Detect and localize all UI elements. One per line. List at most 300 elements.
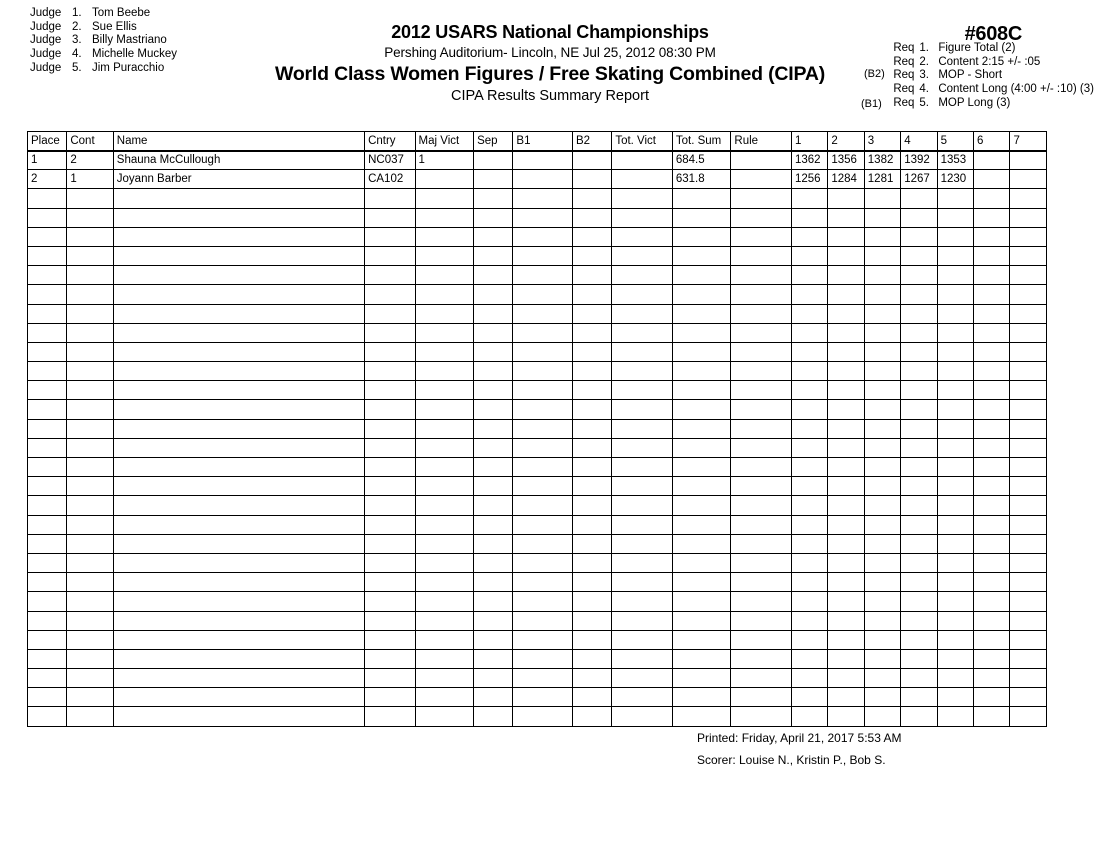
cell-empty <box>791 669 827 688</box>
cell-empty <box>474 707 513 726</box>
cell-judge-score: 1230 <box>937 170 973 189</box>
table-row[interactable] <box>28 649 1047 668</box>
cell-empty <box>937 246 973 265</box>
column-header-sep: Sep <box>474 132 513 151</box>
cell-empty <box>672 400 731 419</box>
cell-empty <box>513 285 573 304</box>
cell-empty <box>415 323 474 342</box>
cell-empty <box>828 553 864 572</box>
cell-empty <box>415 496 474 515</box>
table-row[interactable] <box>28 304 1047 323</box>
table-row[interactable] <box>28 342 1047 361</box>
column-header-1: 1 <box>791 132 827 151</box>
cell-empty <box>937 362 973 381</box>
cell-empty <box>28 304 67 323</box>
cell-empty <box>864 438 900 457</box>
cell-empty <box>513 630 573 649</box>
requirement-text: MOP Long (3) <box>938 96 1011 109</box>
judge-number: 5. <box>72 61 82 74</box>
cell-empty <box>612 189 673 208</box>
cell-empty <box>474 611 513 630</box>
table-row[interactable] <box>28 669 1047 688</box>
cell-empty <box>113 477 364 496</box>
judge-label: Judge <box>30 20 62 33</box>
cell-empty <box>474 438 513 457</box>
cell-empty <box>513 438 573 457</box>
cell-empty <box>828 208 864 227</box>
cell-empty <box>731 515 792 534</box>
judge-name: Michelle Muckey <box>92 48 177 61</box>
cell-empty <box>113 419 364 438</box>
cell-empty <box>901 381 937 400</box>
cell-empty <box>901 688 937 707</box>
cell-empty <box>864 669 900 688</box>
table-row[interactable] <box>28 419 1047 438</box>
cell-tot-vict <box>612 151 673 170</box>
cell-tot-sum: 631.8 <box>672 170 731 189</box>
cell-empty <box>791 246 827 265</box>
table-row[interactable] <box>28 458 1047 477</box>
cell-b2 <box>572 170 611 189</box>
results-table <box>27 131 1047 727</box>
cell-empty <box>974 458 1010 477</box>
judge-entry <box>30 7 177 21</box>
column-header-cont: Cont <box>67 132 113 151</box>
cell-empty <box>1010 458 1047 477</box>
report-header <box>180 22 920 107</box>
cell-empty <box>974 381 1010 400</box>
cell-empty <box>672 553 731 572</box>
cell-empty <box>572 208 611 227</box>
cell-empty <box>572 707 611 726</box>
judge-label: Judge <box>30 48 62 61</box>
cell-empty <box>1010 553 1047 572</box>
table-row[interactable] <box>28 151 1047 170</box>
cell-empty <box>113 227 364 246</box>
cell-empty <box>672 611 731 630</box>
cell-empty <box>365 438 415 457</box>
cell-empty <box>67 246 113 265</box>
cell-empty <box>474 208 513 227</box>
cell-empty <box>67 534 113 553</box>
cell-empty <box>901 573 937 592</box>
cell-empty <box>474 496 513 515</box>
cell-empty <box>731 208 792 227</box>
column-header-tot-vict: Tot. Vict <box>612 132 673 151</box>
cell-empty <box>731 246 792 265</box>
cell-empty <box>612 688 673 707</box>
table-row[interactable] <box>28 266 1047 285</box>
cell-empty <box>828 266 864 285</box>
requirement-number: 3. <box>919 69 929 82</box>
cell-empty <box>1010 669 1047 688</box>
cell-empty <box>28 189 67 208</box>
cell-empty <box>1010 688 1047 707</box>
cell-empty <box>365 458 415 477</box>
cell-empty <box>67 189 113 208</box>
cell-empty <box>67 381 113 400</box>
cell-empty <box>365 362 415 381</box>
cell-empty <box>415 419 474 438</box>
cell-empty <box>513 246 573 265</box>
cell-empty <box>365 534 415 553</box>
cell-empty <box>474 515 513 534</box>
judge-number: 3. <box>72 34 82 47</box>
cell-empty <box>791 304 827 323</box>
cell-empty <box>1010 381 1047 400</box>
cell-empty <box>1010 611 1047 630</box>
cell-empty <box>937 285 973 304</box>
table-row[interactable] <box>28 477 1047 496</box>
cell-empty <box>731 362 792 381</box>
cell-empty <box>864 266 900 285</box>
cell-empty <box>67 592 113 611</box>
cell-empty <box>974 362 1010 381</box>
cell-empty <box>901 208 937 227</box>
cell-empty <box>937 630 973 649</box>
judge-label: Judge <box>30 61 62 74</box>
cell-empty <box>415 246 474 265</box>
cell-empty <box>974 534 1010 553</box>
cell-empty <box>67 707 113 726</box>
cell-empty <box>572 438 611 457</box>
cell-empty <box>1010 342 1047 361</box>
cell-empty <box>828 438 864 457</box>
cell-empty <box>1010 400 1047 419</box>
cell-empty <box>513 477 573 496</box>
table-row[interactable] <box>28 534 1047 553</box>
requirement-entry <box>893 97 1094 111</box>
cell-empty <box>513 342 573 361</box>
cell-empty <box>28 266 67 285</box>
cell-empty <box>572 246 611 265</box>
cell-empty <box>28 496 67 515</box>
cell-empty <box>572 649 611 668</box>
cell-empty <box>365 189 415 208</box>
cell-empty <box>901 285 937 304</box>
cell-empty <box>828 362 864 381</box>
cell-empty <box>901 477 937 496</box>
cell-empty <box>513 400 573 419</box>
cell-empty <box>365 381 415 400</box>
cell-empty <box>415 458 474 477</box>
cell-empty <box>612 246 673 265</box>
cell-empty <box>672 669 731 688</box>
table-header-row <box>28 132 1047 151</box>
cell-empty <box>513 381 573 400</box>
table-row[interactable] <box>28 573 1047 592</box>
cell-empty <box>974 208 1010 227</box>
table-row[interactable] <box>28 285 1047 304</box>
cell-empty <box>791 419 827 438</box>
cell-empty <box>828 688 864 707</box>
cell-empty <box>937 438 973 457</box>
cell-empty <box>28 553 67 572</box>
cell-empty <box>731 189 792 208</box>
cell-empty <box>67 611 113 630</box>
cell-empty <box>612 649 673 668</box>
cell-empty <box>791 458 827 477</box>
cell-empty <box>113 649 364 668</box>
cell-empty <box>612 285 673 304</box>
column-header-3: 3 <box>864 132 900 151</box>
table-row[interactable] <box>28 400 1047 419</box>
bracket-marker-b2: (B2) <box>864 68 885 80</box>
cell-empty <box>828 649 864 668</box>
cell-empty <box>974 477 1010 496</box>
cell-judge-score: 1356 <box>828 151 864 170</box>
cell-empty <box>474 342 513 361</box>
cell-empty <box>415 438 474 457</box>
cell-empty <box>672 323 731 342</box>
cell-empty <box>864 400 900 419</box>
cell-empty <box>901 707 937 726</box>
table-row[interactable] <box>28 438 1047 457</box>
printed-timestamp: Printed: Friday, April 21, 2017 5:53 AM <box>697 731 902 745</box>
cell-empty <box>513 573 573 592</box>
cell-empty <box>828 611 864 630</box>
cell-empty <box>67 515 113 534</box>
cell-empty <box>513 304 573 323</box>
table-row[interactable] <box>28 227 1047 246</box>
cell-empty <box>937 534 973 553</box>
cell-empty <box>974 189 1010 208</box>
cell-empty <box>1010 515 1047 534</box>
table-row[interactable] <box>28 246 1047 265</box>
cell-empty <box>67 553 113 572</box>
cell-empty <box>901 227 937 246</box>
cell-rule <box>731 151 792 170</box>
judge-label: Judge <box>30 7 62 19</box>
cell-empty <box>731 669 792 688</box>
cell-empty <box>1010 227 1047 246</box>
cell-empty <box>474 534 513 553</box>
cell-cntry: NC037 <box>365 151 415 170</box>
cell-sep <box>474 170 513 189</box>
cell-empty <box>828 707 864 726</box>
cell-empty <box>1010 630 1047 649</box>
judge-number: 1. <box>72 7 82 19</box>
table-row[interactable] <box>28 611 1047 630</box>
cell-empty <box>864 573 900 592</box>
cell-empty <box>513 362 573 381</box>
cell-empty <box>474 669 513 688</box>
cell-empty <box>415 707 474 726</box>
cell-empty <box>791 477 827 496</box>
cell-empty <box>415 227 474 246</box>
cell-empty <box>612 669 673 688</box>
cell-empty <box>672 515 731 534</box>
cell-empty <box>28 381 67 400</box>
table-row[interactable] <box>28 208 1047 227</box>
cell-empty <box>791 630 827 649</box>
cell-empty <box>974 438 1010 457</box>
cell-empty <box>513 707 573 726</box>
cell-empty <box>28 458 67 477</box>
cell-empty <box>365 515 415 534</box>
cell-empty <box>28 342 67 361</box>
cell-empty <box>415 649 474 668</box>
cell-empty <box>474 477 513 496</box>
table-row[interactable] <box>28 381 1047 400</box>
cell-empty <box>731 496 792 515</box>
table-row[interactable] <box>28 189 1047 208</box>
cell-empty <box>828 400 864 419</box>
cell-empty <box>937 208 973 227</box>
requirement-entry <box>893 56 1094 70</box>
cell-empty <box>791 688 827 707</box>
cell-empty <box>672 304 731 323</box>
cell-empty <box>731 285 792 304</box>
cell-empty <box>612 496 673 515</box>
cell-empty <box>513 534 573 553</box>
cell-empty <box>365 611 415 630</box>
table-row[interactable] <box>28 592 1047 611</box>
judge-name: Billy Mastriano <box>92 34 167 47</box>
cell-empty <box>974 323 1010 342</box>
cell-maj-vict <box>415 170 474 189</box>
cell-empty <box>612 419 673 438</box>
cell-empty <box>67 477 113 496</box>
cell-empty <box>365 592 415 611</box>
cell-judge-score: 1284 <box>828 170 864 189</box>
cell-empty <box>67 227 113 246</box>
cell-empty <box>365 323 415 342</box>
cell-empty <box>572 266 611 285</box>
cell-empty <box>864 227 900 246</box>
cell-empty <box>828 419 864 438</box>
cell-empty <box>513 323 573 342</box>
cell-empty <box>864 381 900 400</box>
cell-empty <box>901 669 937 688</box>
cell-empty <box>67 688 113 707</box>
cell-empty <box>365 342 415 361</box>
cell-empty <box>791 611 827 630</box>
cell-empty <box>513 227 573 246</box>
requirement-label: Req <box>893 69 915 82</box>
cell-empty <box>901 189 937 208</box>
cell-empty <box>474 227 513 246</box>
cell-empty <box>791 323 827 342</box>
cell-empty <box>415 669 474 688</box>
cell-empty <box>901 419 937 438</box>
cell-empty <box>672 534 731 553</box>
cell-empty <box>513 688 573 707</box>
table-row[interactable] <box>28 707 1047 726</box>
cell-empty <box>67 208 113 227</box>
cell-empty <box>28 630 67 649</box>
cell-empty <box>474 362 513 381</box>
table-row[interactable] <box>28 515 1047 534</box>
cell-empty <box>731 438 792 457</box>
cell-empty <box>1010 419 1047 438</box>
cell-empty <box>974 592 1010 611</box>
cell-empty <box>513 553 573 572</box>
cell-empty <box>828 323 864 342</box>
cell-empty <box>28 573 67 592</box>
cell-empty <box>415 208 474 227</box>
cell-empty <box>974 515 1010 534</box>
table-row[interactable] <box>28 630 1047 649</box>
cell-empty <box>864 688 900 707</box>
cell-empty <box>828 189 864 208</box>
requirement-number: 2. <box>919 55 929 68</box>
cell-empty <box>791 362 827 381</box>
cell-empty <box>937 573 973 592</box>
cell-empty <box>113 208 364 227</box>
cell-empty <box>113 246 364 265</box>
cell-empty <box>828 573 864 592</box>
cell-empty <box>901 496 937 515</box>
judge-entry <box>30 62 177 76</box>
column-header-5: 5 <box>937 132 973 151</box>
table-row[interactable] <box>28 496 1047 515</box>
cell-empty <box>365 477 415 496</box>
cell-empty <box>901 515 937 534</box>
cell-empty <box>474 323 513 342</box>
table-row[interactable] <box>28 553 1047 572</box>
cell-empty <box>28 534 67 553</box>
table-row[interactable] <box>28 323 1047 342</box>
table-row[interactable] <box>28 688 1047 707</box>
cell-empty <box>572 688 611 707</box>
cell-empty <box>572 592 611 611</box>
cell-empty <box>612 458 673 477</box>
cell-empty <box>28 285 67 304</box>
cell-empty <box>28 246 67 265</box>
requirement-label: Req <box>893 55 915 68</box>
cell-empty <box>791 400 827 419</box>
table-row[interactable] <box>28 170 1047 189</box>
cell-empty <box>937 649 973 668</box>
cell-empty <box>672 592 731 611</box>
cell-empty <box>937 553 973 572</box>
cell-empty <box>513 649 573 668</box>
cell-empty <box>828 342 864 361</box>
event-title: World Class Women Figures / Free Skating Combined (CIPA) <box>274 63 826 85</box>
cell-empty <box>791 208 827 227</box>
cell-empty <box>937 323 973 342</box>
cell-empty <box>572 669 611 688</box>
cell-empty <box>731 649 792 668</box>
cell-empty <box>828 534 864 553</box>
cell-empty <box>365 208 415 227</box>
judge-name: Sue Ellis <box>92 20 137 33</box>
cell-name: Shauna McCullough <box>113 151 364 170</box>
table-row[interactable] <box>28 362 1047 381</box>
cell-empty <box>901 592 937 611</box>
cell-empty <box>828 515 864 534</box>
cell-empty <box>572 553 611 572</box>
cell-empty <box>612 342 673 361</box>
cell-empty <box>113 342 364 361</box>
cell-empty <box>672 342 731 361</box>
cell-empty <box>415 630 474 649</box>
cell-empty <box>1010 496 1047 515</box>
cell-empty <box>28 323 67 342</box>
cell-empty <box>67 362 113 381</box>
cell-empty <box>672 496 731 515</box>
cell-empty <box>828 227 864 246</box>
cell-empty <box>864 630 900 649</box>
column-header-b2: B2 <box>572 132 611 151</box>
cell-empty <box>791 573 827 592</box>
cell-empty <box>415 400 474 419</box>
cell-empty <box>474 630 513 649</box>
requirements-list <box>893 42 1094 111</box>
cell-cont: 1 <box>67 170 113 189</box>
cell-empty <box>1010 189 1047 208</box>
